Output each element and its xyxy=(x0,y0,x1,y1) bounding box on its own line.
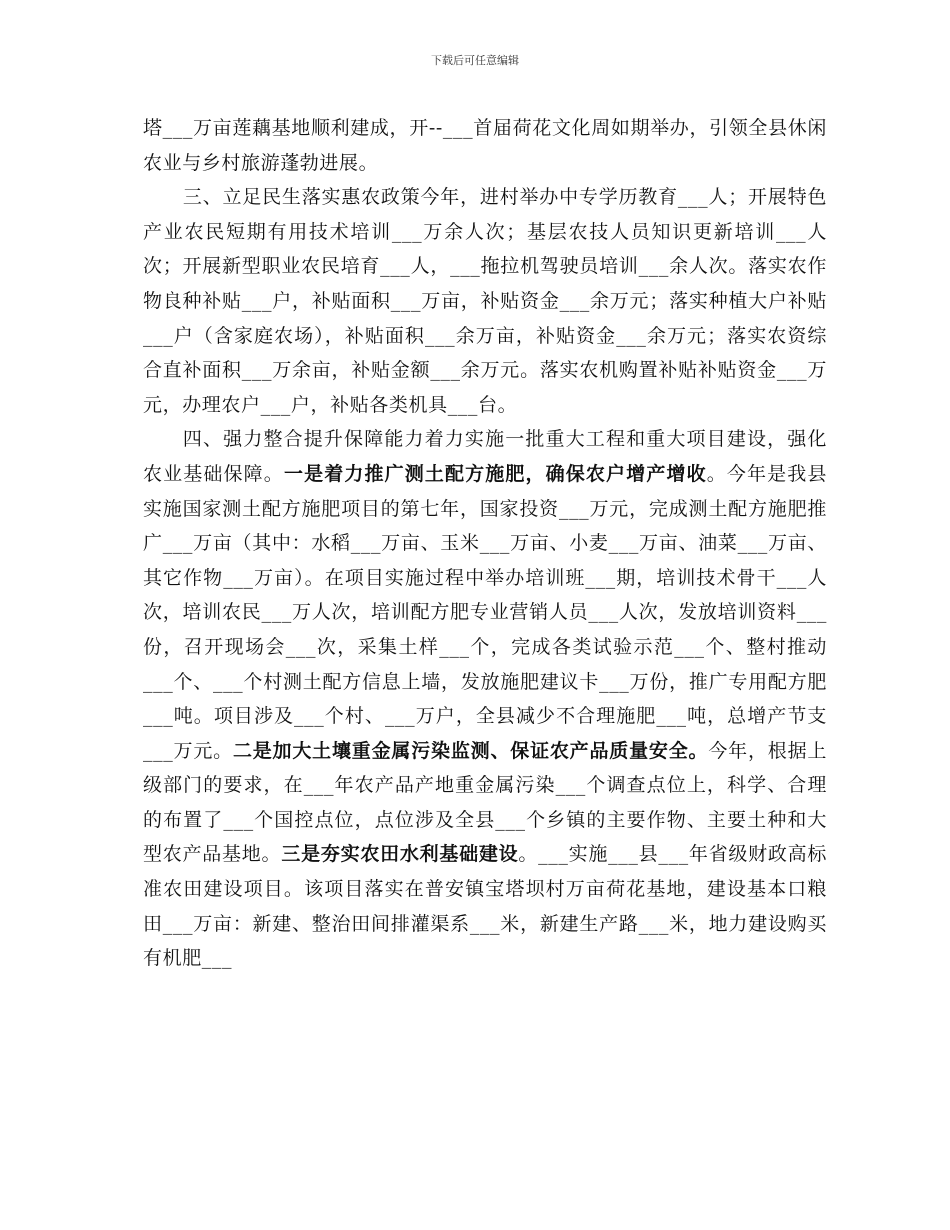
paragraph-3-heavy-metal-text: 今年，根据上级部门的要求，在___年农产品产地重金属污染___个调查点位上，科学、合理的布置了___个国控点位，点位涉及全县___个乡镇的主要作物、主要土种和大型农产品基地。 xyxy=(143,739,827,866)
page-header-note: 下载后可任意编辑 xyxy=(431,54,519,67)
paragraph-3-soil-testing-text: 。今年是我县实施国家测土配方施肥项目的第七年，国家投资___万元，完成测土配方施肥推广___万亩（其中：水稻___万亩、玉米___万亩、小麦___万亩、油菜___万亩、其它作物___万亩）。在项目实施过程中举办培训班___期，培训技术骨干___人次，培训农民___万人次，培训配方肥专业营销人员___人次，发放培训资料___份，召开现场会___次，采集土样___个，完成各类试验示范___个、整村推动___个、___个村测土配方信息上墙，发放施肥建议卡___万份，推广专用配方肥___吨。项目涉及___个村、___万户，全县减少不合理施肥___吨，总增产节支___万元。 xyxy=(143,462,827,762)
document-body xyxy=(143,111,827,976)
bold-heading-soil-testing: 一是着力推广测土配方施肥，确保农户增产增收 xyxy=(283,462,707,485)
paragraph-3-intro: 四、强力整合提升保障能力着力实施一批重大工程和重大项目建设，强化农业基础保障。 xyxy=(143,428,827,485)
paragraph-2: 三、立足民生落实惠农政策今年，进村举办中专学历教育___人；开展特色产业农民短期有用技术培训___万余人次；基层农技人员知识更新培训___人次；开展新型职业农民培育___人，___拖拉机驾驶员培训___余人次。落实农作物良种补贴___户，补贴面积___万亩，补贴资金___余万元；落实种植大户补贴___户（含家庭农场），补贴面积___余万亩，补贴资金___余万元；落实农资综合直补面积___万余亩，补贴金额___余万元。落实农机购置补贴补贴资金___万元，办理农户___户，补贴各类机具___台。 xyxy=(143,186,827,416)
bold-heading-irrigation: 三是夯实农田水利基础建设 xyxy=(281,843,519,866)
paragraph-3-irrigation-text: 。___实施___县___年省级财政高标准农田建设项目。该项目落实在普安镇宝塔坝村万亩荷花基地，建设基本口粮田___万亩：新建、整治田间排灌渠系___米，新建生产路___米，地力建设购买有机肥___ xyxy=(143,843,827,970)
bold-heading-heavy-metal: 二是加大土壤重金属污染监测、保证农产品质量安全。 xyxy=(232,739,709,762)
paragraph-1: 塔___万亩莲藕基地顺利建成，开--___首届荷花文化周如期举办，引领全县休闲农业与乡村旅游蓬勃进展。 xyxy=(143,117,827,174)
paragraph-3 xyxy=(143,422,827,976)
